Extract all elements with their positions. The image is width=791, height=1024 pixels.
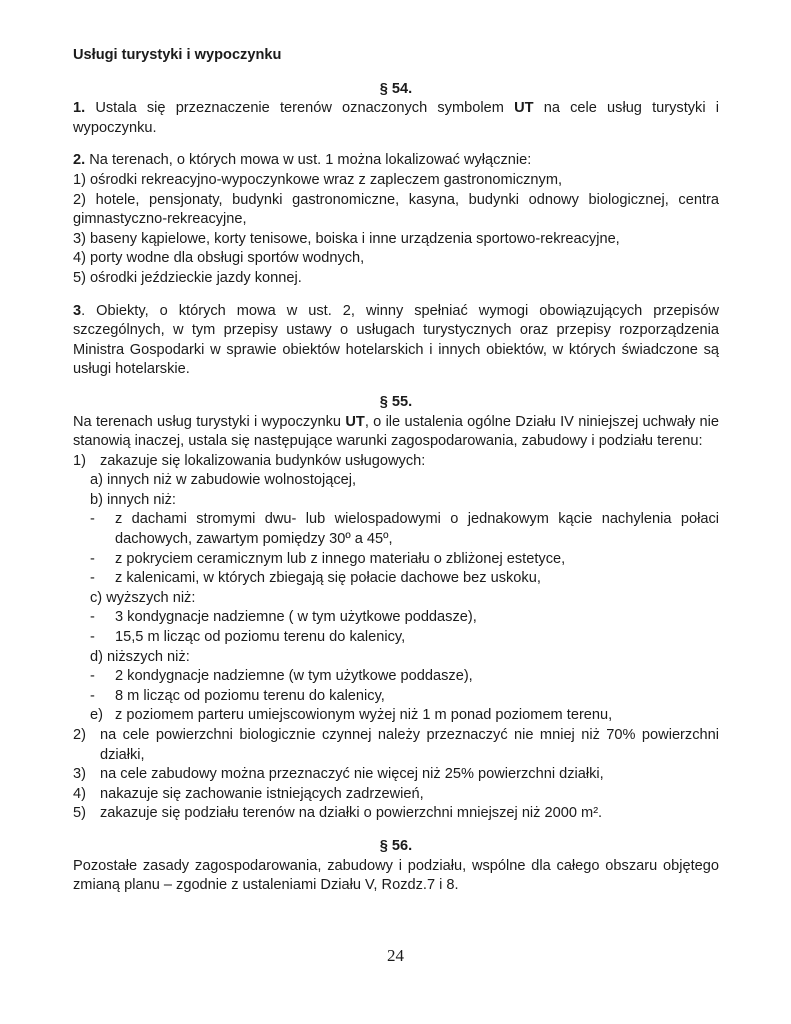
dash-marker: - [90, 570, 95, 587]
s55-sub-item-d: d) niższych niż: [90, 648, 190, 665]
dash-item-text: 15,5 m licząc od poziomu terenu do kalenicy, [115, 629, 406, 646]
s54-paragraph-3 [73, 302, 719, 380]
s55-item-4 [73, 785, 719, 805]
s55-sub-item-a: a) innych niż w zabudowie wolnostojącej, [90, 472, 357, 489]
s54-p2-number: 2. [73, 152, 86, 169]
s54-list-item: 3) baseny kąpielowe, korty tenisowe, boiska i inne urządzenia sportowo-rekreacyjne, [73, 230, 620, 247]
s55-dash-item [73, 667, 719, 687]
sub-item-e-text: z poziomem parteru umiejscowionym wyżej niż 1 m ponad poziomem terenu, [115, 707, 613, 724]
dash-item-text: z pokryciem ceramicznym lub z innego materiału o zbliżonej estetyce, [115, 550, 566, 567]
s55-dash-item [73, 569, 719, 589]
dash-marker: - [90, 550, 95, 567]
s55-item-1 [73, 452, 719, 472]
s55-item-3-text: na cele zabudowy można przeznaczyć nie więcej niż 25% powierzchni działki, [100, 766, 604, 783]
s54-p2-text: Na terenach, o których mowa w ust. 1 można lokalizować wyłącznie: [89, 152, 532, 169]
s55-dash-item [73, 510, 719, 549]
s55-dash-item [73, 687, 719, 707]
s55-item-4-text: nakazuje się zachowanie istniejących zadrzewień, [100, 785, 424, 802]
s55-sub-item-c: c) wyższych niż: [90, 589, 196, 606]
page-number: 24 [387, 946, 404, 965]
section-56-title: § 56. [379, 837, 413, 854]
dash-item-text: z dachami stromymi dwu- lub wielospadowymi o jednakowym kącie nachylenia połaci dachowych, zawartym pomiędzy 30º a 45º, [115, 511, 719, 548]
section-55-title: § 55. [379, 393, 413, 410]
dash-marker: - [90, 687, 95, 704]
s54-paragraph-1 [73, 99, 719, 138]
s54-list-item: 2) hotele, pensjonaty, budynki gastronomiczne, kasyna, budynki odnowy biologicznej, centra gimnastyczno-rekreacyjne, [73, 191, 719, 228]
s55-dash-item [73, 608, 719, 628]
dash-item-text: 3 kondygnacje nadziemne ( w tym użytkowe poddasze), [115, 609, 477, 626]
s54-list-item: 1) ośrodki rekreacyjno-wypoczynkowe wraz z zapleczem gastronomicznym, [73, 171, 563, 188]
s54-list-item: 4) porty wodne dla obsługi sportów wodnych, [73, 250, 365, 267]
s54-list-item: 5) ośrodki jeździeckie jazdy konnej. [73, 269, 302, 286]
s54-p1-text-a: Ustala się przeznaczenie terenów oznaczonych symbolem [95, 100, 504, 117]
dash-item-text: 2 kondygnacje nadziemne (w tym użytkowe poddasze), [115, 668, 473, 685]
s55-item-5 [73, 804, 719, 824]
dash-marker: - [90, 629, 95, 646]
dash-item-text: z kalenicami, w których zbiegają się połacie dachowe bez uskoku, [115, 570, 541, 587]
dash-marker: - [90, 609, 95, 626]
s55-item-1-text: zakazuje się lokalizowania budynków usługowych: [100, 452, 426, 469]
s56-paragraph: Pozostałe zasady zagospodarowania, zabudowy i podziału, wspólne dla całego obszaru objętego zmianą planu – zgodnie z ustaleniami Działu V, Rozdz.7 i 8. [73, 857, 719, 894]
chapter-heading: Usługi turystyki i wypoczynku [73, 47, 282, 63]
dash-item-text: 8 m licząc od poziomu terenu do kalenicy, [115, 687, 385, 704]
item-letter-marker: e) [90, 707, 103, 724]
s55-intro-symbol-ut: UT [345, 413, 365, 430]
item-number-marker: 5) [73, 805, 86, 822]
item-number-marker: 2) [73, 727, 86, 743]
s55-dash-item [73, 550, 719, 570]
s55-item-2-text: na cele powierzchni biologicznie czynnej należy przeznaczyć nie mniej niż 70% powierzchni działki, [100, 727, 719, 763]
s55-item-2 [73, 726, 719, 765]
s55-sub-item-e [73, 706, 719, 726]
s54-p1-number: 1. [73, 100, 86, 117]
s55-item-5-text: zakazuje się podziału terenów na działki o powierzchni mniejszej niż 2000 m². [100, 805, 603, 822]
s55-dash-item [73, 628, 719, 648]
s54-paragraph-2 [73, 151, 719, 171]
s54-p1-text-b: na cele usług turystyki i wypoczynku. [73, 100, 720, 136]
s55-intro-text-b: , o ile ustalenia ogólne Działu IV niniejszej uchwały nie stanowią inaczej, ustala się następujące warunki zagospodarowania, zabudowy i podziału terenu: [73, 413, 720, 450]
s55-sub-item-b: b) innych niż: [90, 491, 176, 508]
s54-p3-text: . Obiekty, o których mowa w ust. 2, winny spełniać wymogi obowiązujących przepisów szczególnych, w tym przepisy ustawy o usługach turystycznych oraz przepisy rozporządzenia Ministra Gospodarki w sprawie obiektów hotelarskich i innych obiektów, w których świadczone są usługi hotelarskie. [73, 302, 719, 378]
dash-marker: - [90, 668, 95, 685]
s54-p3-number: 3 [73, 302, 82, 319]
item-number-marker: 1) [73, 452, 86, 469]
item-number-marker: 3) [73, 766, 86, 783]
section-54-title: § 54. [379, 80, 413, 97]
item-number-marker: 4) [73, 785, 86, 802]
s55-intro [73, 413, 719, 452]
s55-intro-text-a: Na terenach usług turystyki i wypoczynku [73, 413, 342, 430]
s54-p1-symbol-ut: UT [514, 100, 534, 117]
dash-marker: - [90, 511, 95, 528]
s55-item-3 [73, 765, 719, 785]
